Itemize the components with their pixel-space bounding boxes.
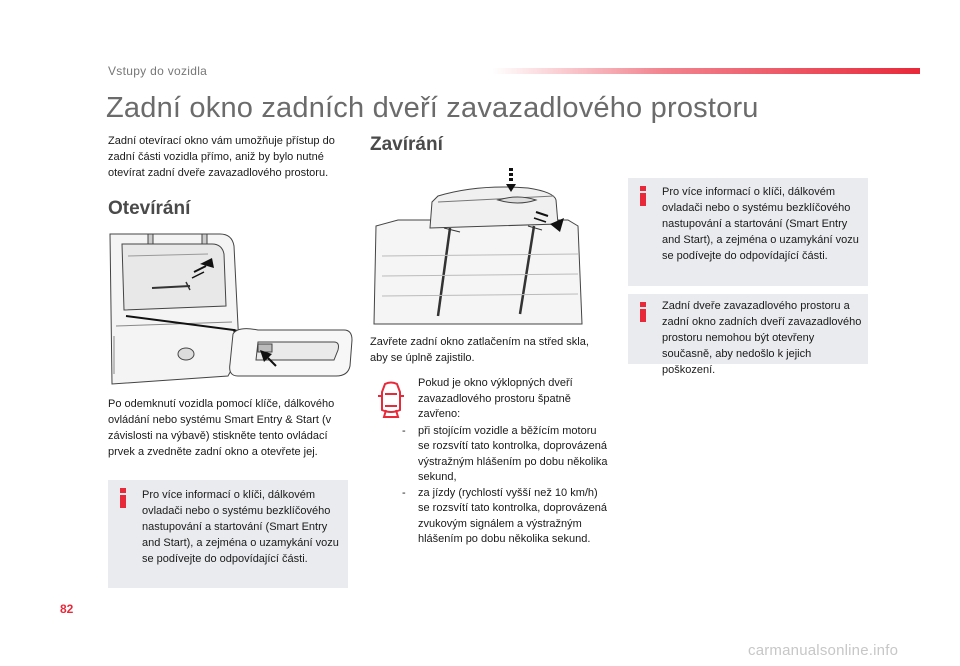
warning-item [402,486,608,548]
warning-item [402,424,608,486]
info-box-right-1 [628,178,868,286]
intro-paragraph: Zadní otevírací okno vám umožňuje přístup do zadní části vozidla přímo, aniž by bylo nutné otevírat zadní dveře zavazadlového prostoru. [108,135,335,179]
page-title: Zadní okno zadních dveří zavazadlového prostoru [106,92,759,124]
closing-paragraph: Zavřete zadní okno zatlačením na střed skla, aby se úplně zajistilo. [370,336,589,364]
info-icon [638,302,648,322]
info-icon [638,186,648,206]
rear-door-closing-illustration [368,166,600,326]
warning-block [402,376,608,548]
warning-intro: Pokud je okno výklopných dveří zavazadlového prostoru špatně zavřeno: [418,377,573,420]
info-text-right-2: Zadní dveře zavazadlového prostoru a zadní okno zadních dveří zavazadlového prostoru nemohou být otevřeny současně, aby nedošlo k jejich poškození. [662,300,862,376]
opening-heading: Otevírání [108,198,191,219]
header-accent-bar [492,68,920,74]
list-dash: - [402,486,406,499]
open-door-warning-icon [376,380,406,418]
closing-heading: Zavírání [370,134,443,155]
info-text-right-1: Pro více informací o klíči, dálkovém ovladači nebo o systému bezklíčového nastupování a startování (Smart Entry and Start), a zejména o uzamykání vozu se podívejte do odpovídající části. [662,186,859,262]
info-text-left: Pro více informací o klíči, dálkovém ovladači nebo o systému bezklíčového nastupování a startování (Smart Entry and Start), a zejména o uzamykání vozu se podívejte do odpovídající části. [142,489,339,565]
section-label: Vstupy do vozidla [108,64,208,78]
warning-item-text: za jízdy (rychlostí vyšší než 10 km/h) se rozsvítí tato kontrolka, doprovázená zvukovým signálem a výstražným hlášením po dobu několika sekund. [418,486,607,545]
rear-door-opening-illustration [108,226,354,388]
info-icon [118,488,128,508]
opening-paragraph: Po odemknutí vozidla pomocí klíče, dálkového ovládání nebo systému Smart Entry & Start (v závislosti na výbavě) stiskněte tento ovládací prvek a zvedněte zadní okno a otevřete jej. [108,398,335,458]
info-box-right-2 [628,294,868,376]
page-number: 82 [60,602,74,616]
warning-item-text: při stojícím vozidle a běžícím motoru se rozsvítí tato kontrolka, doprovázená výstražným hlášením po dobu několika sekund, [418,424,608,483]
watermark: carmanualsonline.info [748,642,899,659]
info-box-left [108,480,348,588]
list-dash: - [402,424,406,437]
